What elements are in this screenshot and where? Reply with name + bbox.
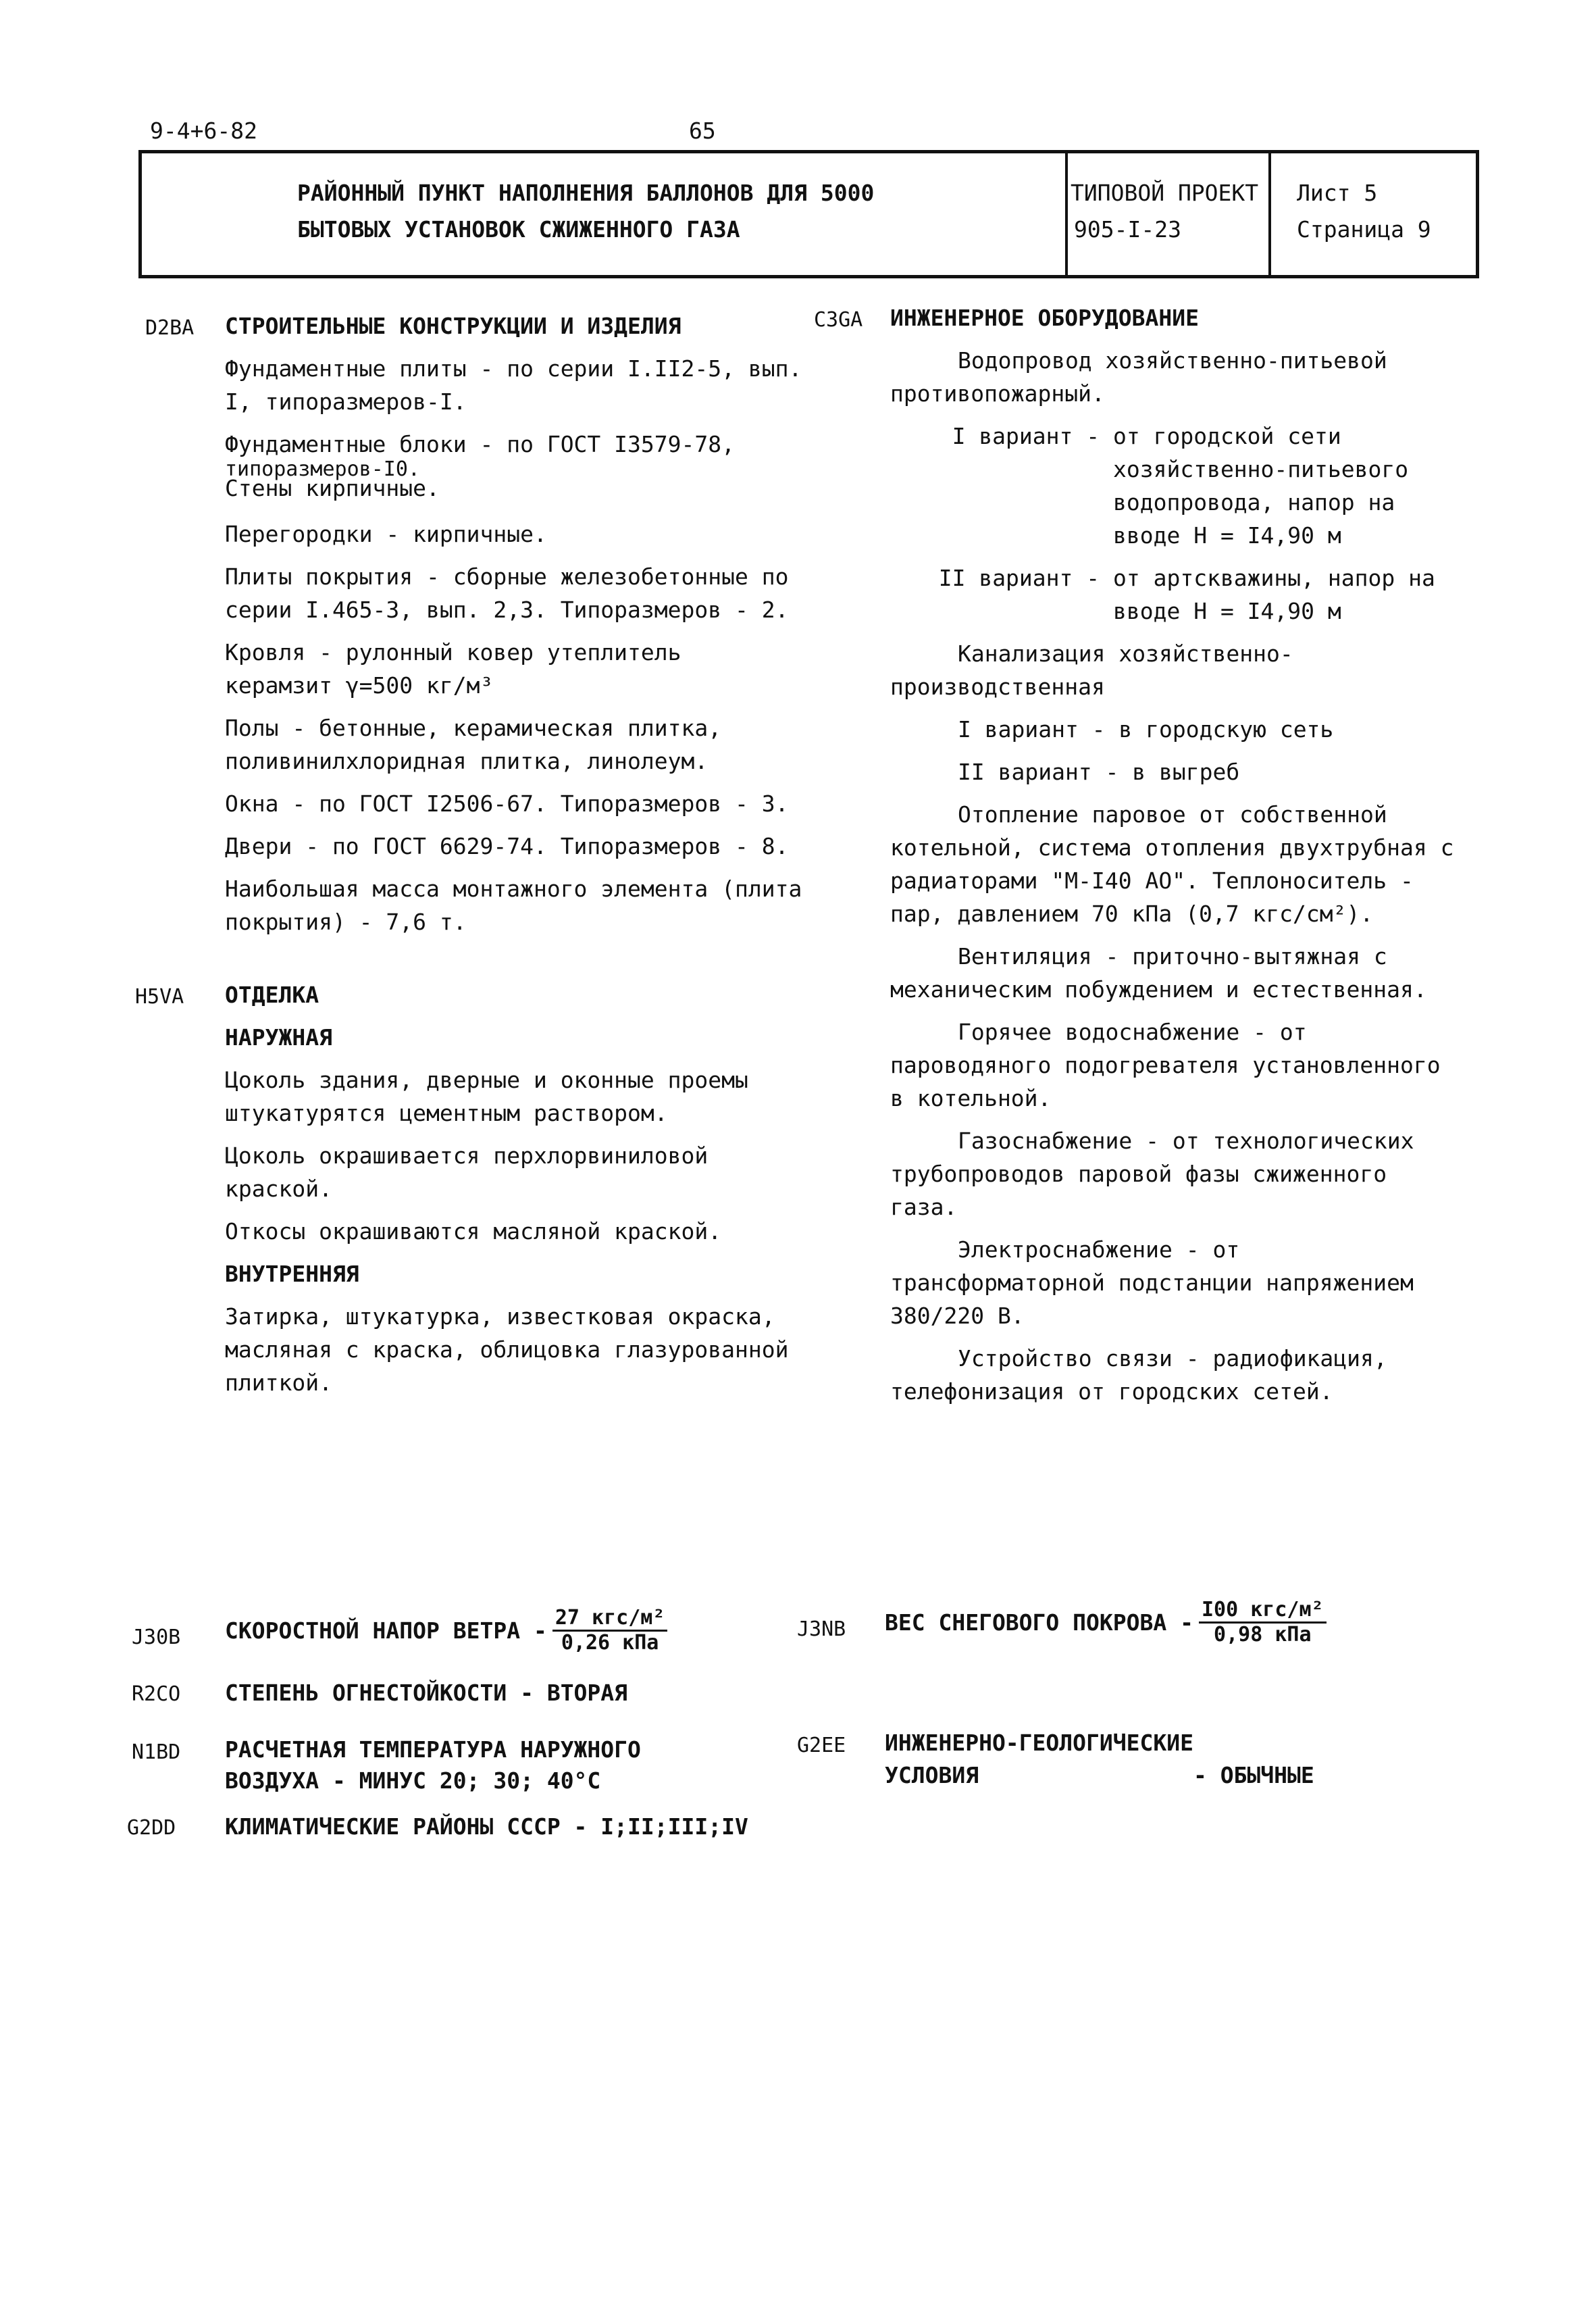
engineering-section bbox=[890, 301, 1458, 1417]
wind-pressure bbox=[225, 1607, 667, 1655]
doc-code: 9-4+6-82 bbox=[150, 118, 257, 144]
engineering-text: Канализация хозяйственно-производственная bbox=[890, 640, 1293, 700]
construction-text: Наибольшая масса монтажного элемента (плита покрытия) - 7,6 т. bbox=[225, 876, 802, 935]
variant-text: от городской сети хозяйственно-питьевого водопровода, напор на вводе H = I4,90 м bbox=[1113, 423, 1409, 549]
wind-fraction bbox=[552, 1607, 668, 1655]
engineering-text: Отопление паровое от собственной котельной, система отопления двухтрубная с радиаторами "М-I40 АО". Теплоноситель - пар, давлением 70 кПа (0,7 кгс/см²). bbox=[890, 801, 1454, 927]
construction-text: типоразмеров-I0. bbox=[225, 457, 420, 481]
engineering-text: Вентиляция - приточно-вытяжная с механическим побуждением и естественная. bbox=[890, 943, 1427, 1003]
param-code: R2CO bbox=[132, 1682, 181, 1706]
engineering-text: Электроснабжение - от трансформаторной подстанции напряжением 380/220 В. bbox=[890, 1236, 1414, 1329]
engineering-heading: ИНЖЕНЕРНОЕ ОБОРУДОВАНИЕ bbox=[890, 305, 1199, 331]
variant-text: от артскважины, напор на вводе H = I4,90 м bbox=[1113, 565, 1435, 624]
sheet-number: Лист 5 bbox=[1297, 180, 1378, 206]
geology-line1: ИНЖЕНЕРНО-ГЕОЛОГИЧЕСКИЕ bbox=[885, 1730, 1193, 1756]
fire-resistance: СТЕПЕНЬ ОГНЕСТОЙКОСТИ - ВТОРАЯ bbox=[225, 1680, 628, 1706]
construction-section bbox=[225, 309, 819, 948]
doc-title-line2: БЫТОВЫХ УСТАНОВОК СЖИЖЕННОГО ГАЗА bbox=[297, 216, 740, 243]
construction-text: Двери - по ГОСТ 6629-74. Типоразмеров - 8. bbox=[225, 833, 789, 859]
variant-label: I вариант - bbox=[952, 423, 1113, 449]
design-temperature-line2: ВОЗДУХА - МИНУС 20; 30; 40°С bbox=[225, 1767, 601, 1794]
finish-text: Цоколь здания, дверные и оконные проемы штукатурятся цементным раствором. bbox=[225, 1067, 748, 1126]
finish-section bbox=[225, 978, 819, 1409]
construction-text: Плиты покрытия - сборные железобетонные по серии I.465-3, вып. 2,3. Типоразмеров - 2. bbox=[225, 563, 789, 623]
construction-text: Фундаментные плиты - по серии I.II2-5, вып. I, типоразмеров-I. bbox=[225, 355, 802, 415]
page-label: Страница 9 bbox=[1297, 216, 1431, 243]
wind-numerator: 27 кгс/м² bbox=[552, 1607, 668, 1632]
wind-denominator: 0,26 кПа bbox=[561, 1631, 659, 1655]
wind-label: СКОРОСТНОЙ НАПОР ВЕТРА - bbox=[225, 1617, 547, 1644]
design-temperature-line1: РАСЧЕТНАЯ ТЕМПЕРАТУРА НАРУЖНОГО bbox=[225, 1736, 641, 1763]
snow-fraction bbox=[1199, 1599, 1327, 1646]
engineering-text: Устройство связи - радиофикация, телефонизация от городских сетей. bbox=[890, 1345, 1387, 1405]
param-code: G2EE bbox=[797, 1734, 846, 1757]
title-block-divider bbox=[1268, 150, 1271, 278]
engineering-text: Горячее водоснабжение - от пароводяного подогревателя установленного в котельной. bbox=[890, 1019, 1441, 1111]
construction-text: Кровля - рулонный ковер утеплитель bbox=[225, 639, 681, 665]
water-variant-2 bbox=[890, 561, 1458, 628]
construction-text: Стены кирпичные. bbox=[225, 475, 440, 501]
construction-text: Полы - бетонные, керамическая плитка, поливинилхлоридная плитка, линолеум. bbox=[225, 715, 722, 774]
snow-numerator: I00 кгс/м² bbox=[1199, 1599, 1327, 1624]
finish-text: Затирка, штукатурка, известковая окраска, масляная с краска, облицовка глазурованной плиткой. bbox=[225, 1303, 789, 1396]
geology-line2: УСЛОВИЯ - ОБЫЧНЫЕ bbox=[885, 1762, 1314, 1788]
title-block-divider bbox=[1065, 150, 1068, 278]
section-code: C3GA bbox=[814, 308, 863, 332]
snow-load bbox=[885, 1599, 1327, 1646]
variant-label: II вариант - bbox=[938, 565, 1113, 591]
inner-finish-heading: ВНУТРЕННЯЯ bbox=[225, 1261, 359, 1287]
construction-text: Фундаментные блоки - по ГОСТ I3579-78, bbox=[225, 431, 735, 457]
construction-text: Окна - по ГОСТ I2506-67. Типоразмеров - 3. bbox=[225, 790, 789, 817]
section-code: H5VA bbox=[135, 985, 184, 1009]
section-code: D2BA bbox=[145, 316, 195, 340]
engineering-text: Водопровод хозяйственно-питьевой противопожарный. bbox=[890, 347, 1387, 407]
param-code: J30B bbox=[132, 1626, 181, 1649]
climate-zones: КЛИМАТИЧЕСКИЕ РАЙОНЫ СССР - I;II;III;IV bbox=[225, 1813, 748, 1840]
doc-title-line1: РАЙОННЫЙ ПУНКТ НАПОЛНЕНИЯ БАЛЛОНОВ ДЛЯ 5000 bbox=[297, 180, 875, 206]
project-label: ТИПОВОЙ ПРОЕКТ bbox=[1071, 180, 1259, 206]
finish-text: Цоколь окрашивается перхлорвиниловой краской. bbox=[225, 1142, 709, 1202]
param-code: G2DD bbox=[127, 1816, 176, 1840]
water-variant-1 bbox=[890, 420, 1458, 552]
engineering-text: Газоснабжение - от технологических трубопроводов паровой фазы сжиженного газа. bbox=[890, 1128, 1414, 1220]
param-code: J3NB bbox=[797, 1617, 846, 1641]
project-number: 905-I-23 bbox=[1074, 216, 1181, 243]
param-code: N1BD bbox=[132, 1740, 181, 1764]
construction-text: Перегородки - кирпичные. bbox=[225, 521, 547, 547]
engineering-text: II вариант - в выгреб bbox=[958, 759, 1240, 785]
construction-heading: СТРОИТЕЛЬНЫЕ КОНСТРУКЦИИ И ИЗДЕЛИЯ bbox=[225, 313, 681, 339]
outer-finish-heading: НАРУЖНАЯ bbox=[225, 1024, 332, 1051]
page-number: 65 bbox=[689, 118, 716, 144]
snow-denominator: 0,98 кПа bbox=[1214, 1623, 1312, 1646]
engineering-text: I вариант - в городскую сеть bbox=[958, 716, 1334, 743]
snow-label: ВЕС СНЕГОВОГО ПОКРОВА - bbox=[885, 1609, 1193, 1636]
construction-text: керамзит γ=500 кг/м³ bbox=[225, 672, 494, 699]
finish-text: Откосы окрашиваются масляной краской. bbox=[225, 1218, 722, 1244]
finish-heading: ОТДЕЛКА bbox=[225, 982, 319, 1008]
